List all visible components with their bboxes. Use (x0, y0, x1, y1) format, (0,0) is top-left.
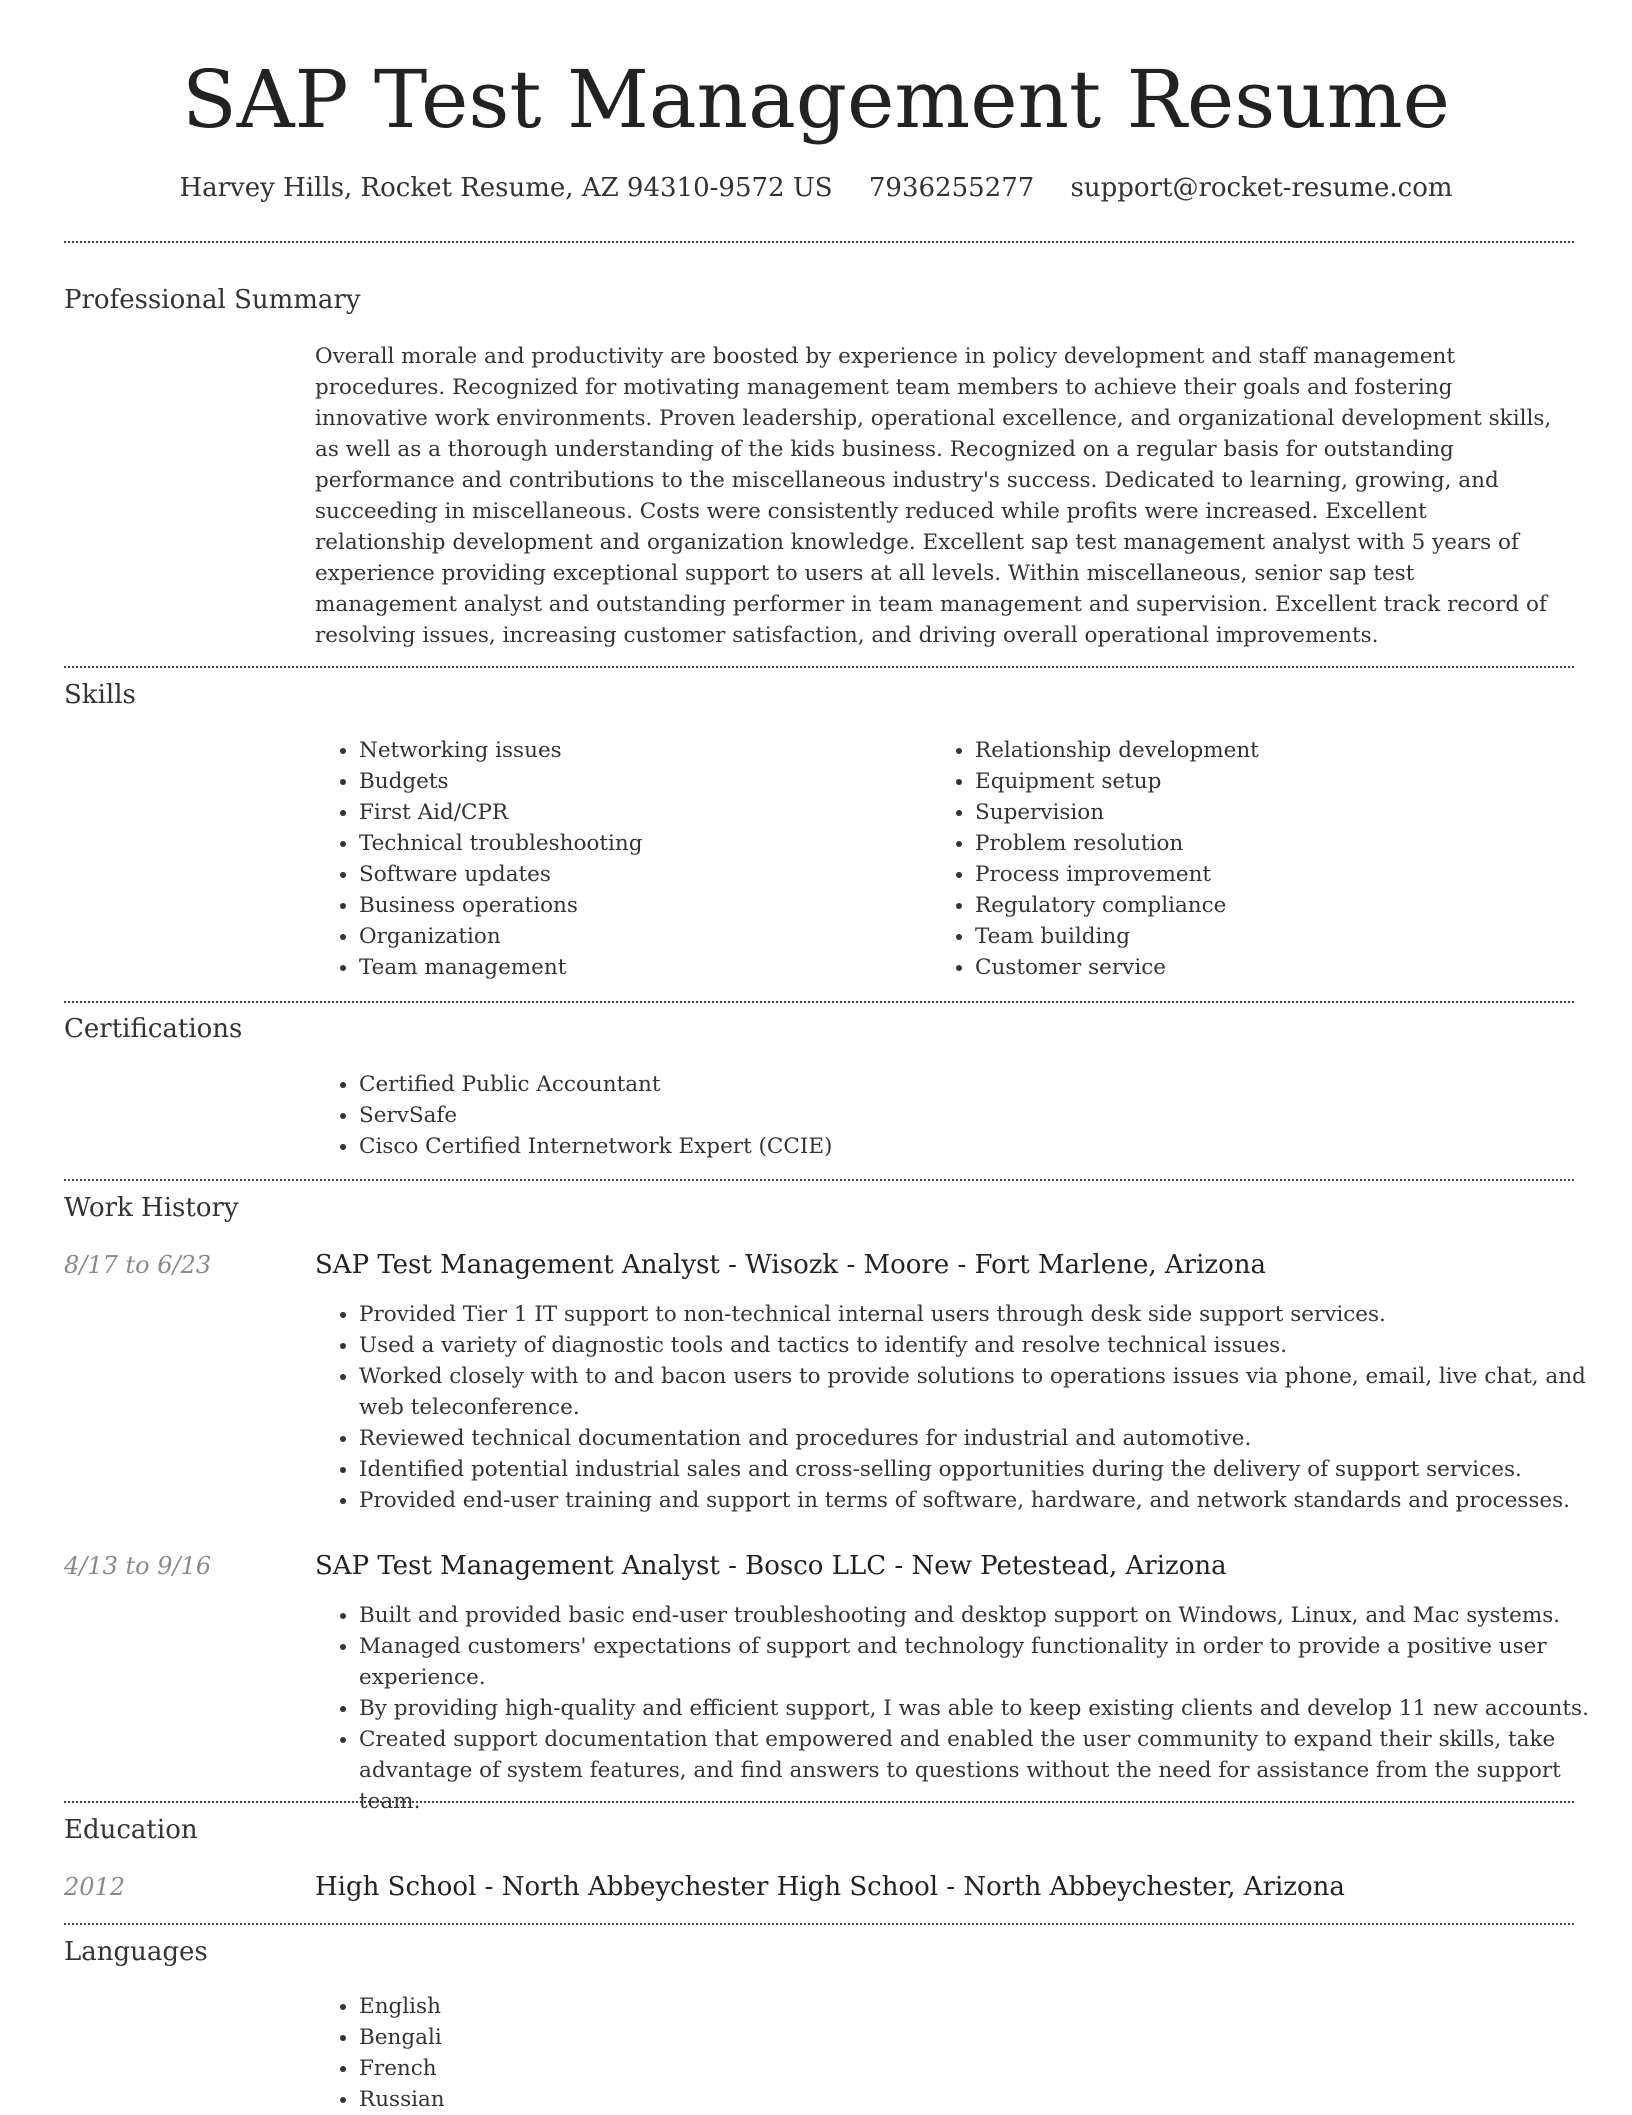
section-divider (64, 666, 1574, 668)
job-bullets (315, 1600, 1609, 1817)
job-bullet: • Reviewed technical documentation and procedures for industrial and automotive. (359, 1423, 1609, 1454)
language-item: • French (359, 2053, 959, 2084)
section-divider (64, 1179, 1574, 1181)
contact-address: Harvey Hills, Rocket Resume, AZ 94310-9572 US (179, 173, 833, 203)
job-bullets (315, 1299, 1609, 1516)
skill-item: • Process improvement (975, 859, 1535, 890)
resume-title: SAP Test Management Resume (181, 53, 1450, 146)
education-heading: Education (64, 1815, 198, 1845)
section-divider (64, 1801, 1574, 1803)
skill-item: • Relationship development (975, 735, 1535, 766)
language-item: • English (359, 1991, 959, 2022)
job-dates: 4/13 to 9/16 (64, 1552, 212, 1580)
skill-item: • Business operations (359, 890, 919, 921)
job-title: SAP Test Management Analyst - Wisozk - Moore - Fort Marlene, Arizona (315, 1250, 1266, 1280)
skill-item: • First Aid/CPR (359, 797, 919, 828)
skills-heading: Skills (64, 680, 136, 710)
job-title: SAP Test Management Analyst - Bosco LLC - New Petestead, Arizona (315, 1551, 1227, 1581)
education-year: 2012 (64, 1873, 126, 1901)
job-bullet: • Managed customers' expectations of support and technology functionality in order to provide a positive user experience. (359, 1631, 1609, 1693)
skills-list-left (315, 735, 919, 983)
skill-item: • Supervision (975, 797, 1535, 828)
certifications-heading: Certifications (64, 1014, 243, 1044)
contact-line (0, 170, 1632, 206)
languages-list (315, 1991, 959, 2115)
skill-item: • Team management (359, 952, 919, 983)
education-title: High School - North Abbeychester High School - North Abbeychester, Arizona (315, 1872, 1345, 1902)
skill-item: • Networking issues (359, 735, 919, 766)
certification-item: • ServSafe (359, 1100, 1559, 1131)
certification-item: • Certified Public Accountant (359, 1069, 1559, 1100)
section-divider (64, 241, 1574, 243)
skill-item: • Technical troubleshooting (359, 828, 919, 859)
job-bullet: • Built and provided basic end-user troubleshooting and desktop support on Windows, Linux, and Mac systems. (359, 1600, 1609, 1631)
job-dates: 8/17 to 6/23 (64, 1251, 212, 1279)
summary-text: Overall morale and productivity are boosted by experience in policy development and staff management procedures. Recognized for motivating management team members to achieve their goals and fostering innovative work environments. Proven leadership, operational excellence, and organizational development skills, as well as a thorough understanding of the kids business. Recognized on a regular basis for outstanding performance and contributions to the miscellaneous industry's success. Dedicated to learning, growing, and succeeding in miscellaneous. Costs were consistently reduced while profits were increased. Excellent relationship development and organization knowledge. Excellent sap test management analyst with 5 years of experience providing exceptional support to users at all levels. Within miscellaneous, senior sap test management analyst and outstanding performer in team management and supervision. Excellent track record of resolving issues, increasing customer satisfaction, and driving overall operational improvements. (315, 344, 1552, 648)
languages-heading: Languages (64, 1937, 208, 1967)
job-bullet: • Worked closely with to and bacon users to provide solutions to operations issues via phone, email, live chat, and web teleconference. (359, 1361, 1609, 1423)
skill-item: • Regulatory compliance (975, 890, 1535, 921)
skill-item: • Customer service (975, 952, 1535, 983)
job-bullet: • Provided end-user training and support in terms of software, hardware, and network standards and processes. (359, 1485, 1609, 1516)
certification-item: • Cisco Certified Internetwork Expert (CCIE) (359, 1131, 1559, 1162)
job-bullet: • Provided Tier 1 IT support to non-technical internal users through desk side support services. (359, 1299, 1609, 1330)
job-bullet: • Created support documentation that empowered and enabled the user community to expand their skills, take advantage of system features, and find answers to questions without the need for assistance from the support team. (359, 1724, 1609, 1817)
skill-item: • Problem resolution (975, 828, 1535, 859)
job-bullet: • Identified potential industrial sales and cross-selling opportunities during the delivery of support services. (359, 1454, 1609, 1485)
job-bullet: • By providing high-quality and efficient support, I was able to keep existing clients and develop 11 new accounts. (359, 1693, 1609, 1724)
skills-list-right (931, 735, 1535, 983)
contact-email: support@rocket-resume.com (1070, 173, 1453, 203)
skill-item: • Equipment setup (975, 766, 1535, 797)
contact-phone: 7936255277 (868, 173, 1035, 203)
section-divider (64, 1923, 1574, 1925)
language-item: • Russian (359, 2084, 959, 2115)
skill-item: • Software updates (359, 859, 919, 890)
work-history-heading: Work History (64, 1193, 239, 1223)
summary-heading: Professional Summary (64, 285, 361, 315)
skill-item: • Budgets (359, 766, 919, 797)
section-divider (64, 1001, 1574, 1003)
job-bullet: • Used a variety of diagnostic tools and tactics to identify and resolve technical issues. (359, 1330, 1609, 1361)
skill-item: • Team building (975, 921, 1535, 952)
certifications-list (315, 1069, 1559, 1162)
language-item: • Bengali (359, 2022, 959, 2053)
skill-item: • Organization (359, 921, 919, 952)
